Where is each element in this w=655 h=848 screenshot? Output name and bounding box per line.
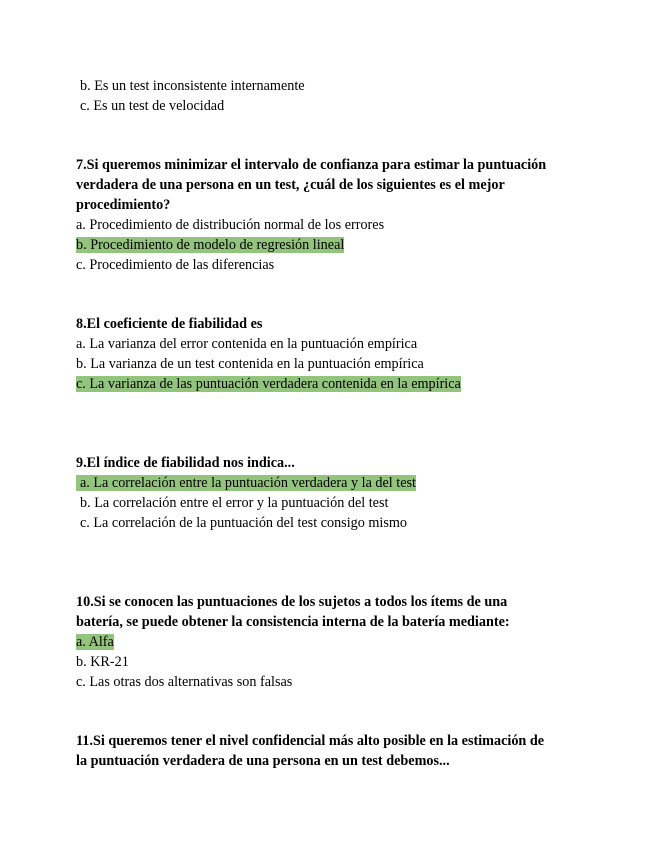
question-7-option-b — [76, 235, 344, 255]
question-11-line-1: 11.Si queremos tener el nivel confidencial más alto posible en la estimación de — [76, 733, 545, 749]
question-8-option-a: a. La varianza del error contenida en la puntuación empírica — [76, 336, 418, 352]
question-10-option-c: c. Las otras dos alternativas son falsas — [76, 674, 293, 690]
highlighted-answer: c. La varianza de las puntuación verdadera contenida en la empírica — [76, 376, 461, 392]
question-7-line-1: 7.Si queremos minimizar el intervalo de confianza para estimar la puntuación — [76, 157, 547, 173]
question-10-line-2: batería, se puede obtener la consistencia interna de la batería mediante: — [76, 614, 510, 630]
question-10-line-1: 10.Si se conocen las puntuaciones de los sujetos a todos los ítems de una — [76, 594, 508, 610]
question-7-option-a: a. Procedimiento de distribución normal de los errores — [76, 217, 385, 233]
question-9-option-b: b. La correlación entre el error y la puntuación del test — [80, 495, 389, 511]
question-9-option-a — [76, 473, 416, 493]
intro-option-c: c. Es un test de velocidad — [80, 98, 225, 114]
highlighted-answer: b. Procedimiento de modelo de regresión lineal — [76, 237, 345, 253]
question-7-option-c: c. Procedimiento de las diferencias — [76, 257, 275, 273]
highlighted-answer: a. Alfa — [76, 634, 114, 650]
question-8-line-1: 8.El coeficiente de fiabilidad es — [76, 316, 263, 332]
highlighted-answer: a. La correlación entre la puntuación verdadera y la del test — [76, 475, 416, 491]
question-10-option-b: b. KR-21 — [76, 654, 129, 670]
question-8-option-b: b. La varianza de un test contenida en la puntuación empírica — [76, 356, 424, 372]
question-7-line-3: procedimiento? — [76, 197, 171, 213]
question-10-option-a — [76, 632, 114, 652]
question-7-line-2: verdadera de una persona en un test, ¿cuál de los siguientes es el mejor — [76, 177, 505, 193]
intro-option-b: b. Es un test inconsistente internamente — [80, 78, 305, 94]
question-9-option-c: c. La correlación de la puntuación del test consigo mismo — [80, 515, 407, 531]
question-9-line-1: 9.El índice de fiabilidad nos indica... — [76, 455, 295, 471]
question-11-line-2: la puntuación verdadera de una persona en un test debemos... — [76, 753, 450, 769]
question-8-option-c — [76, 374, 461, 394]
